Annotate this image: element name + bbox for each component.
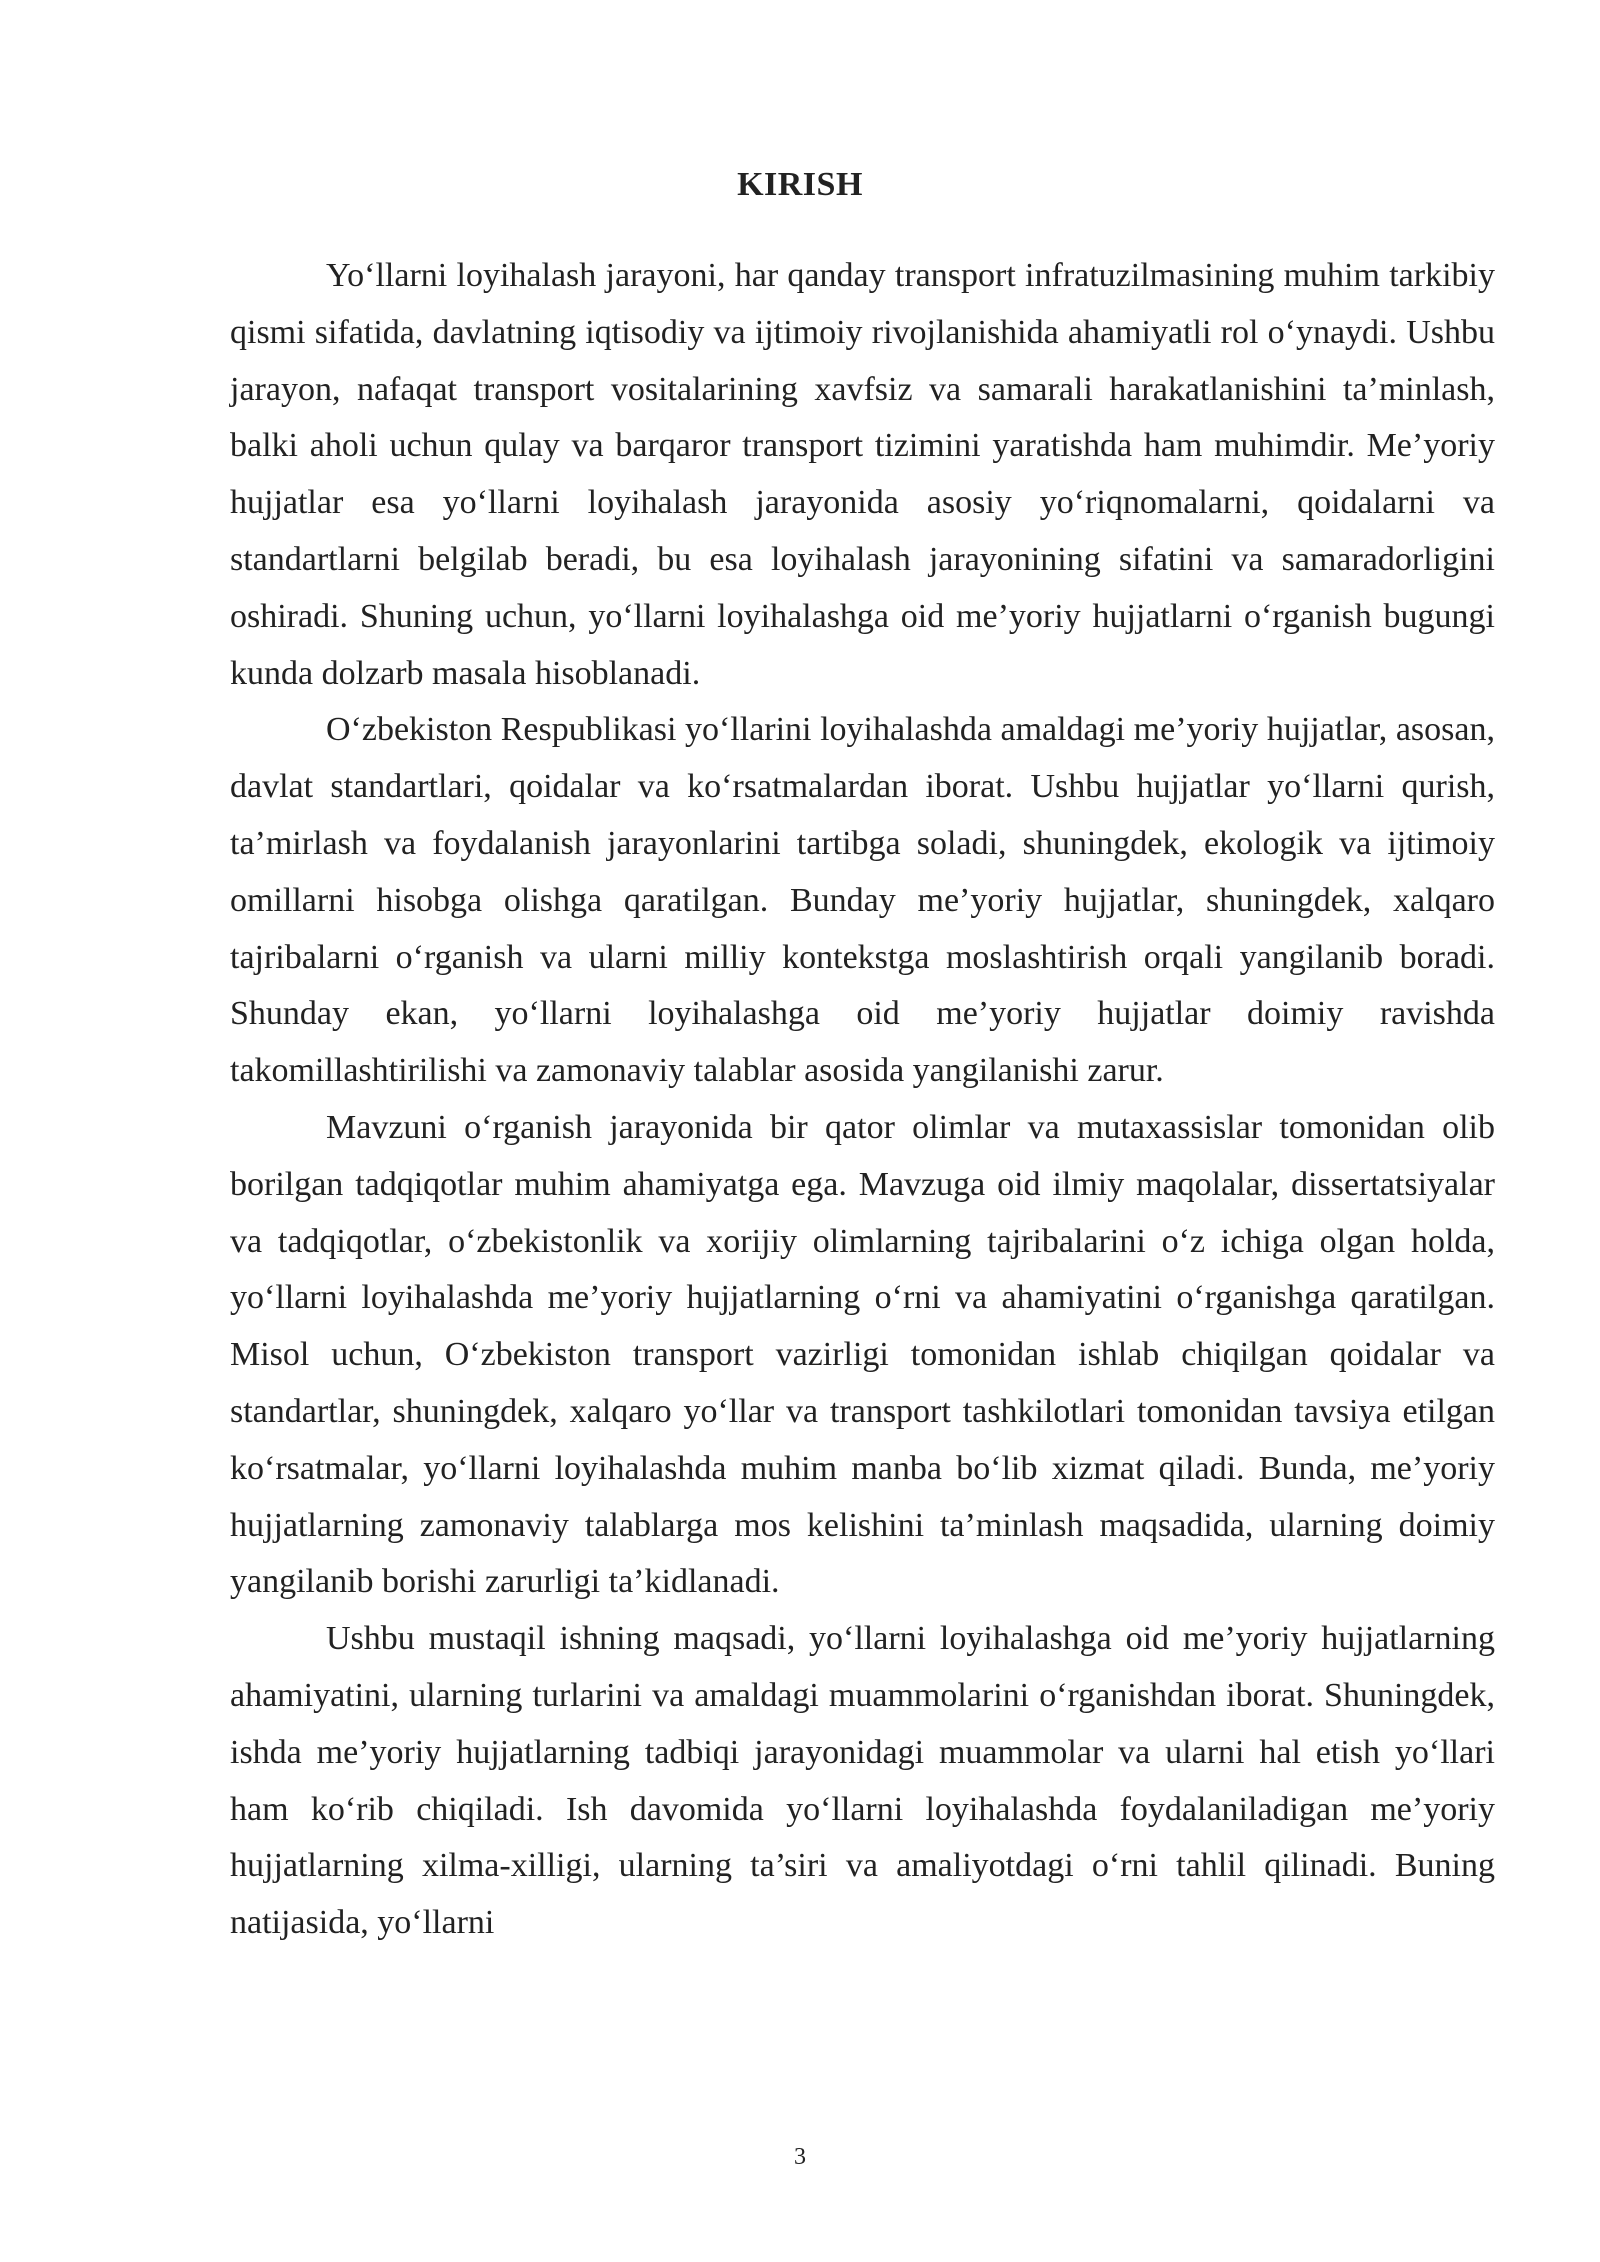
section-title: KIRISH: [737, 166, 863, 203]
paragraph-1: Yo‘llarni loyihalash jarayoni, har qanday transport infratuzilmasining muhim tarkibiy qismi sifatida, davlatning iqtisodiy va ijtimoiy rivojlanishida ahamiyatli rol o‘ynaydi. Ushbu jarayon, nafaqat transport vositalarining xavfsiz va samarali harakatlanishini ta’minlash, balki aholi uchun qulay va barqaror transport tizimini yaratishda ham muhimdir. Me’yoriy hujjatlar esa yo‘llarni loyihalash jarayonida asosiy yo‘riqnomalarni, qoidalarni va standartlarni belgilab beradi, bu esa loyihalash jarayonining sifatini va samaradorligini oshiradi. Shuning uchun, yo‘llarni loyihalashga oid me’yoriy hujjatlarni o‘rganish bugungi kunda dolzarb masala hisoblanadi.: [230, 257, 1495, 692]
page-number: 3: [794, 2144, 806, 2170]
paragraph-4: Ushbu mustaqil ishning maqsadi, yo‘llarni loyihalashga oid me’yoriy hujjatlarning ahamiyatini, ularning turlarini va amaldagi muammolarini o‘rganishdan iborat. Shuningdek, ishda me’yoriy hujjatlarning tadbiqi jarayonidagi muammolar va ularni hal etish yo‘llari ham ko‘rib chiqiladi. Ish davomida yo‘llarni loyihalashda foydalaniladigan me’yoriy hujjatlarning xilma-xilligi, ularning ta’siri va amaliyotdagi o‘rni tahlil qilinadi. Buning natijasida, yo‘llarni: [230, 1620, 1495, 1942]
body-text: [230, 248, 1495, 1952]
paragraph-2: O‘zbekiston Respublikasi yo‘llarini loyihalashda amaldagi me’yoriy hujjatlar, asosan, davlat standartlari, qoidalar va ko‘rsatmalardan iborat. Ushbu hujjatlar yo‘llarni qurish, ta’mirlash va foydalanish jarayonlarini tartibga soladi, shuningdek, ekologik va ijtimoiy omillarni hisobga olishga qaratilgan. Bunday me’yoriy hujjatlar, shuningdek, xalqaro tajribalarni o‘rganish va ularni milliy kontekstga moslashtirish orqali yangilanib boradi. Shunday ekan, yo‘llarni loyihalashga oid me’yoriy hujjatlar doimiy ravishda takomillashtirilishi va zamonaviy talablar asosida yangilanishi zarur.: [230, 711, 1495, 1090]
paragraph-3: Mavzuni o‘rganish jarayonida bir qator olimlar va mutaxassislar tomonidan olib borilgan tadqiqotlar muhim ahamiyatga ega. Mavzuga oid ilmiy maqolalar, dissertatsiyalar va tadqiqotlar, o‘zbekistonlik va xorijiy olimlarning tajribalarini o‘z ichiga olgan holda, yo‘llarni loyihalashda me’yoriy hujjatlarning o‘rni va ahamiyatini o‘rganishga qaratilgan. Misol uchun, O‘zbekiston transport vazirligi tomonidan ishlab chiqilgan qoidalar va standartlar, shuningdek, xalqaro yo‘llar va transport tashkilotlari tomonidan tavsiya etilgan ko‘rsatmalar, yo‘llarni loyihalashda muhim manba bo‘lib xizmat qiladi. Bunda, me’yoriy hujjatlarning zamonaviy talablarga mos kelishini ta’minlash maqsadida, ularning doimiy yangilanib borishi zarurligi ta’kidlanadi.: [230, 1108, 1495, 1601]
